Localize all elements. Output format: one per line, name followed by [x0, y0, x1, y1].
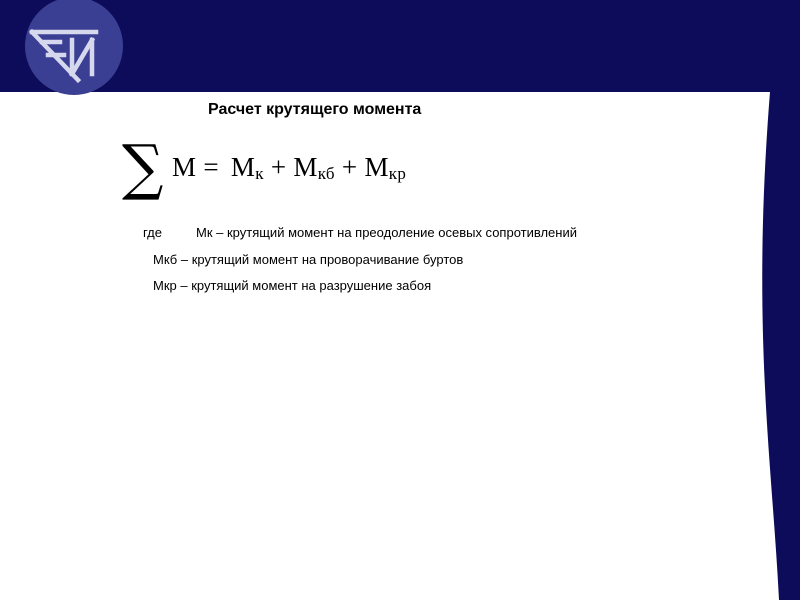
- slide-title: Расчет крутящего момента: [208, 101, 422, 118]
- formula-lhs: M =: [172, 152, 219, 182]
- torque-formula: [122, 131, 462, 208]
- legend-mkb: Мкб – крутящий момент на проворачивание буртов: [153, 252, 464, 267]
- formula-plus: +: [270, 152, 287, 182]
- legend-mk: Мк – крутящий момент на преодоление осевых сопротивлений: [196, 225, 577, 240]
- formula-expression: [172, 152, 406, 183]
- formula-term-mk: $M_к$: [230, 152, 264, 183]
- formula-term-mkr: $M_{кр}$: [364, 152, 407, 183]
- logo-emblem: [25, 0, 123, 95]
- legend-where: где: [143, 225, 162, 240]
- formula-plus: +: [341, 152, 358, 182]
- sigma-symbol: ∑: [122, 131, 164, 203]
- legend-mkr: Мкр – крутящий момент на разрушение забоя: [153, 278, 432, 293]
- formula-term-mkb: $M_{кб}$: [293, 152, 335, 183]
